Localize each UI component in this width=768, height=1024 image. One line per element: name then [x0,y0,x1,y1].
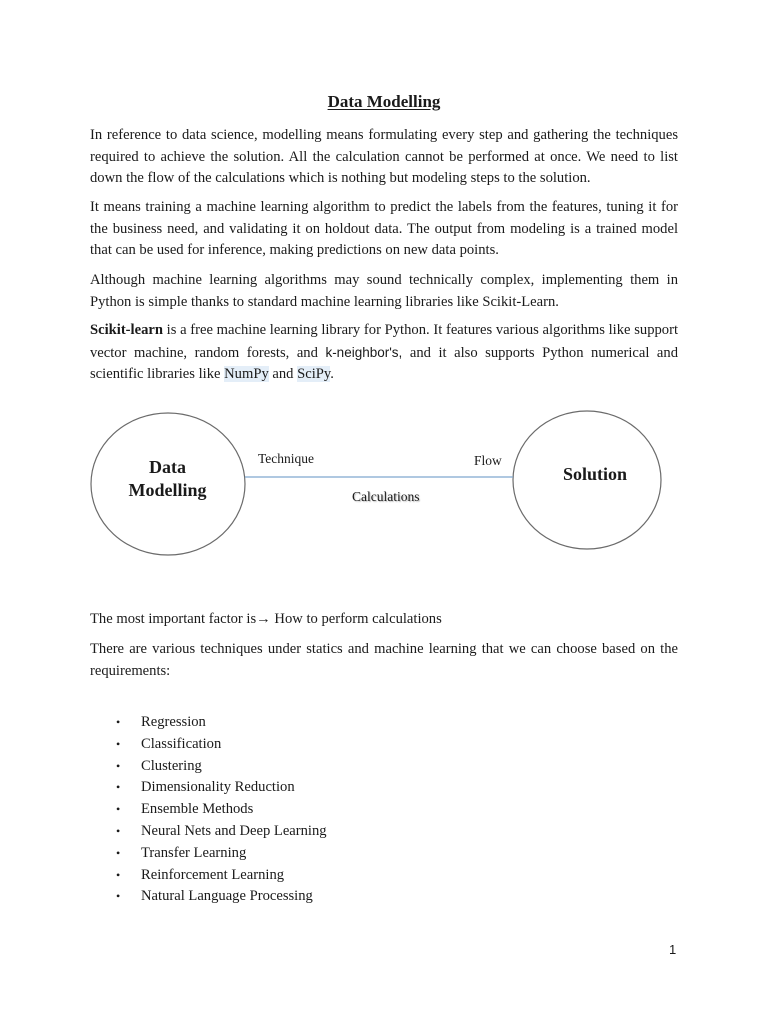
list-item-label: Natural Language Processing [141,888,313,905]
solution-node-label: Solution [562,464,628,484]
paragraph-important-factor [90,609,678,631]
paragraph-python: Although machine learning algorithms may sound technically complex, implementing them in Python is simple thanks to standard machine learning libraries like Scikit-Learn. [90,272,678,310]
list-item [112,865,327,887]
arrow-right-icon: → [256,611,271,627]
paragraph-scikit-learn [90,320,678,386]
bullet-icon: • [116,867,121,882]
and-text: and [268,366,298,382]
list-item [112,799,327,821]
scikit-learn-bold: Scikit-learn [90,322,163,338]
list-item [112,821,327,843]
list-item-label: Ensemble Methods [141,801,254,818]
list-item [112,712,327,734]
bullet-icon: • [116,823,121,838]
list-item-label: Reinforcement Learning [141,866,285,883]
scikit-text-b: and it also supports Python numerical and scientific libraries like [90,344,678,382]
node-label-line-1: Data [149,457,186,477]
paragraph-training: It means training a machine learning algorithm to predict the labels from the features, tuning it for the business need, and validating it on holdout data. The output from modeling is a trained model that can be used for inference, making predictions on new data points. [90,199,678,258]
list-item-label: Dimensionality Reduction [141,779,295,796]
list-item-label: Transfer Learning [141,844,247,861]
bullet-icon: • [116,845,121,860]
list-item [112,756,327,778]
list-item-label: Clustering [141,757,202,774]
paragraph-techniques-intro: There are various techniques under statics and machine learning that we can choose based on the requirements: [90,641,678,679]
document-title: Data Modelling [327,92,441,111]
technique-label: Technique [258,451,315,466]
period-text: . [330,366,334,382]
paragraph-intro: In reference to data science, modelling means formulating every step and gathering the techniques required to achieve the solution. All the calculation cannot be performed at once. We need to list down the flow of the calculations which is nothing but modeling steps to the solution. [90,127,678,186]
bullet-icon: • [116,715,121,729]
list-item [112,886,327,908]
bullet-icon: • [116,802,121,817]
node-label-line-2: Modelling [128,480,207,500]
k-neighbors-text: k-neighbor's, [325,344,403,360]
calculations-label: Calculations [352,489,420,504]
list-item-label: Classification [141,735,222,752]
list-item [112,777,327,799]
important-factor-text: The most important factor is [90,611,257,627]
bullet-icon: • [116,780,121,795]
techniques-list [112,712,327,908]
page-number: 1 [669,942,677,957]
data-modelling-node-label [110,456,225,502]
list-item [112,843,327,865]
list-item [112,734,327,756]
bullet-icon: • [116,889,121,904]
flow-label: Flow [474,453,502,468]
bullet-icon: • [116,758,121,773]
solution-circle [513,411,661,549]
numpy-link[interactable]: NumPy [224,366,269,382]
bullet-icon: • [116,736,121,751]
scikit-text-a: is a free machine learning library for Python. It features various algorithms like support vector machine, random forests, and [90,322,678,361]
list-item-label: Neural Nets and Deep Learning [141,822,327,839]
data-modelling-circle [91,413,245,555]
list-item-label: Regression [141,714,206,730]
scipy-link[interactable]: SciPy [297,366,331,382]
important-factor-after: How to perform calculations [270,611,442,627]
